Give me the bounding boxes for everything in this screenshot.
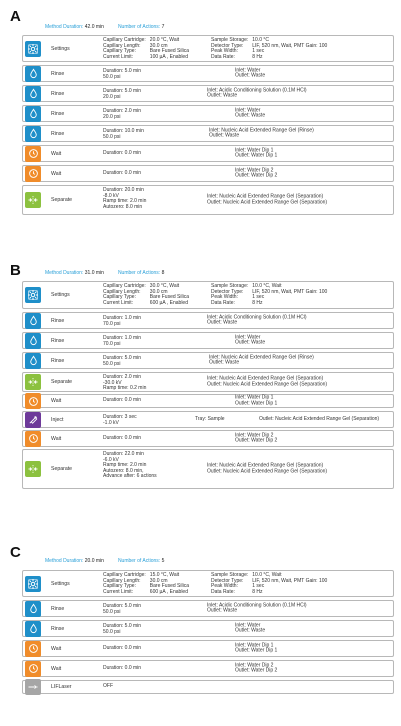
action-row-rinse[interactable] (22, 85, 394, 102)
number-of-actions-label: Number of Actions: (117, 24, 162, 30)
action-params (103, 375, 146, 392)
param-line: Duration: 1.0 min (103, 335, 142, 341)
settings-left-params (103, 38, 189, 60)
clock-icon (25, 393, 41, 409)
inlet-text: Inlet: Water Dip 1 (235, 394, 274, 401)
action-params (103, 151, 141, 157)
param-key: Capillary Length: (103, 288, 141, 295)
drop-icon (25, 621, 41, 637)
param-key: Data Rate: (211, 299, 235, 306)
action-row-wait[interactable] (22, 394, 394, 408)
outlet-text: Outlet: Waste (235, 72, 266, 79)
param-line: Duration: 20.0 min (103, 187, 144, 193)
row-name: Inject (51, 416, 64, 423)
inlet-outlet (235, 433, 277, 444)
action-params (103, 666, 141, 672)
syringe-icon (25, 412, 41, 428)
action-row-separate[interactable] (22, 372, 394, 392)
action-params (103, 109, 141, 120)
row-name: Wait (51, 150, 62, 157)
outlet-text: Outlet: Nucleic Acid Extended Range Gel (Separation) (207, 468, 328, 474)
method-duration-label: Method Duration: (45, 558, 85, 564)
inlet-text: Inlet: Water Dip 1 (235, 146, 274, 153)
row-name: Settings (51, 292, 70, 298)
drop-icon (25, 86, 41, 102)
param-value: 30.0 cm (149, 577, 168, 584)
drop-icon (25, 106, 41, 122)
action-row-rinse[interactable] (22, 352, 394, 369)
param-value: 30.0 °C, Wait (149, 283, 180, 289)
param-value: 600 µA , Enabled (149, 588, 188, 595)
param-line: -8.0 kV (103, 192, 119, 199)
param-key: Peak Width: (211, 583, 238, 590)
param-key: Capillary Length: (103, 577, 141, 584)
param-value: 30.0 cm (149, 288, 168, 295)
settings-left-params (103, 573, 189, 595)
settings-row[interactable] (22, 35, 394, 62)
action-row-rinse[interactable] (22, 332, 394, 349)
action-row-separate[interactable] (22, 185, 394, 215)
param-value: 100 µA , Enabled (149, 53, 188, 60)
outlet-text: Outlet: Water Dip 2 (235, 667, 278, 674)
param-line: 70.0 psi (103, 340, 121, 347)
param-value: Bare Fused Silica (149, 294, 189, 301)
inlet-text: Inlet: Water (235, 621, 261, 628)
param-line: Ramp time: 2.0 min (103, 462, 147, 469)
action-row-wait[interactable] (22, 165, 394, 182)
param-key: Sample Storage: (211, 572, 249, 578)
row-name: Wait (51, 435, 62, 442)
param-value: 10.0 °C, Wait (252, 572, 282, 578)
inlet-text: Inlet: Nucleic Acid Extended Range Gel (Rinse) (209, 126, 314, 133)
settings-row[interactable] (22, 570, 394, 597)
inlet-text: Inlet: Water Dip 1 (235, 641, 274, 648)
param-line: Autozero: 8.0 min (103, 203, 143, 210)
param-line: -1.0 kV (103, 419, 119, 426)
method-summary (45, 270, 178, 276)
param-line: Duration: 0.0 min (103, 397, 142, 404)
param-line: OFF (103, 683, 113, 690)
action-row-rinse[interactable] (22, 65, 394, 82)
drop-icon (25, 333, 41, 349)
method-duration-label: Method Duration: (45, 24, 85, 30)
inlet-text: Inlet: Water Dip 2 (235, 661, 274, 668)
drop-icon (25, 126, 41, 142)
inlet-outlet (207, 463, 327, 474)
action-params (103, 69, 141, 80)
param-key: Peak Width: (211, 294, 238, 301)
param-line: Duration: 3 sec (103, 414, 137, 420)
outlet-text: Outlet: Waste (207, 92, 238, 99)
row-name: Rinse (51, 317, 65, 324)
param-line: Duration: 5.0 min (103, 623, 142, 629)
separate-arrows-icon (25, 461, 41, 477)
param-value: 1 sec (252, 48, 265, 55)
method-summary (45, 24, 178, 30)
action-params (103, 646, 141, 652)
param-key: Sample Storage: (211, 283, 249, 289)
settings-right-params (211, 284, 327, 306)
param-line: 70.0 psi (103, 320, 121, 327)
action-params (103, 356, 141, 367)
param-line: -6.0 kV (103, 456, 119, 463)
action-params (103, 452, 157, 480)
param-value: 600 µA , Enabled (149, 299, 188, 306)
row-name: Wait (51, 398, 62, 404)
outlet-text: Outlet: Water Dip 1 (235, 647, 278, 654)
param-key: Sample Storage: (211, 37, 249, 43)
number-of-actions-label: Number of Actions: (117, 558, 162, 564)
param-line: 50.0 psi (103, 360, 121, 367)
row-name: Rinse (51, 90, 65, 97)
param-key: Capillary Length: (103, 42, 141, 49)
action-row-rinse[interactable] (22, 125, 394, 142)
clock-icon (25, 431, 41, 447)
row-name: Rinse (51, 130, 65, 137)
outlet-text: Outlet: Water Dip 1 (235, 152, 278, 159)
action-row-wait[interactable] (22, 145, 394, 162)
action-params (103, 398, 141, 404)
param-key: Current Limit: (103, 299, 134, 306)
separate-arrows-icon (25, 374, 41, 390)
inlet-outlet (209, 128, 314, 139)
row-name: Settings (51, 45, 70, 52)
param-line: 20.0 psi (103, 93, 121, 100)
row-name: Rinse (51, 625, 65, 632)
outlet-text: Outlet: Waste (209, 359, 240, 366)
outlet-text: Outlet: Waste (209, 132, 240, 139)
inlet-text: Inlet: Water Dip 2 (235, 166, 274, 173)
action-params (103, 436, 141, 442)
inlet-text: Inlet: Acidic Conditioning Solution (0.1M HCl) (207, 601, 307, 608)
gear-icon (25, 576, 41, 592)
outlet-text: Outlet: Waste (207, 319, 238, 326)
inlet-outlet (259, 417, 379, 423)
inlet-text: Inlet: Acidic Conditioning Solution (0.1M HCl) (207, 86, 307, 93)
inlet-outlet (235, 148, 277, 159)
param-key: Detector Type: (211, 42, 244, 49)
panel-label: B (10, 262, 21, 279)
inlet-outlet (235, 623, 265, 634)
outlet-text: Outlet: Water Dip 2 (235, 437, 278, 444)
inlet-text: Inlet: Acidic Conditioning Solution (0.1M HCl) (207, 313, 307, 320)
action-params (103, 188, 146, 210)
param-key: Capillary Cartridge: (103, 572, 146, 578)
outlet-text: Outlet: Waste (235, 112, 266, 119)
method-summary (45, 558, 178, 564)
settings-left-params (103, 284, 189, 306)
method-duration-label: Method Duration: (45, 270, 85, 276)
number-of-actions-label: Number of Actions: (117, 270, 162, 276)
action-row-wait[interactable] (22, 640, 394, 657)
param-key: Capillary Cartridge: (103, 283, 146, 289)
inlet-text: Inlet: Nucleic Acid Extended Range Gel (Separation) (207, 462, 324, 469)
row-name: Rinse (51, 70, 65, 77)
param-value: 10.0 °C (252, 37, 269, 43)
number-of-actions-value: 7 (161, 24, 165, 30)
inlet-outlet (235, 395, 277, 406)
param-line: 50.0 psi (103, 133, 121, 140)
param-key: Current Limit: (103, 588, 134, 595)
param-line: Advance after: 6 actions (103, 473, 157, 480)
action-row-rinse[interactable] (22, 620, 394, 637)
outlet-text: Outlet: Waste (207, 607, 238, 614)
param-value: Bare Fused Silica (149, 583, 189, 590)
param-line: Duration: 0.0 min (103, 169, 142, 176)
inlet-outlet (207, 376, 327, 387)
param-line: Duration: 0.0 min (103, 644, 142, 651)
row-name: Wait (51, 665, 62, 672)
action-params (103, 604, 141, 615)
method-duration-value: 20.0 min (84, 558, 104, 564)
param-line: 20.0 psi (103, 113, 121, 120)
param-value: 8 Hz (252, 299, 263, 306)
param-value: 1 sec (252, 294, 265, 301)
row-name: Separate (51, 379, 73, 385)
action-params (103, 129, 144, 140)
clock-icon (25, 641, 41, 657)
action-params (103, 415, 137, 426)
param-line: Duration: 0.0 min (103, 664, 142, 671)
param-value: Bare Fused Silica (149, 48, 189, 55)
action-params (103, 684, 113, 690)
row-name: Wait (51, 645, 62, 652)
panel-label: C (10, 544, 21, 561)
inlet-text: Inlet: Water (235, 333, 261, 340)
row-name: Separate (51, 197, 73, 203)
row-name: Rinse (51, 357, 65, 364)
inlet-text: Inlet: Water (235, 66, 261, 73)
param-line: Ramp time: 2.0 min (103, 198, 147, 205)
action-row-separate[interactable] (22, 449, 394, 489)
action-row-inject[interactable] (22, 411, 394, 428)
inlet-outlet (209, 355, 314, 366)
param-value: 15.0 °C, Wait (149, 572, 180, 578)
laser-icon (25, 679, 41, 695)
param-line: Duration: 1.0 min (103, 315, 142, 321)
inlet-outlet (207, 315, 307, 326)
row-name: Wait (51, 170, 62, 177)
param-line: 50.0 psi (103, 628, 121, 635)
param-line: Duration: 2.0 min (103, 374, 142, 380)
inlet-outlet (207, 603, 307, 614)
inlet-outlet (207, 88, 307, 99)
param-value: LIF, 520 nm, Wait, PMT Gain: 100 (252, 577, 328, 584)
param-value: 8 Hz (252, 588, 263, 595)
param-line: Duration: 5.0 min (103, 603, 142, 609)
action-params (103, 624, 141, 635)
action-row-wait[interactable] (22, 430, 394, 447)
inlet-outlet (235, 335, 265, 346)
outlet-text: Outlet: Nucleic Acid Extended Range Gel (Separation) (207, 199, 328, 205)
param-value: 10.0 °C, Wait (252, 283, 282, 289)
outlet-text: Outlet: Waste (235, 627, 266, 634)
action-row-wait[interactable] (22, 660, 394, 677)
row-name: Rinse (51, 110, 65, 117)
drop-icon (25, 601, 41, 617)
param-line: Duration: 5.0 min (103, 355, 142, 361)
drop-icon (25, 353, 41, 369)
panel-b (0, 262, 401, 491)
panel-a (0, 8, 401, 217)
action-params (103, 89, 141, 100)
row-name: Rinse (51, 605, 65, 612)
param-line: Duration: 22.0 min (103, 451, 144, 457)
inlet-text: Inlet: Nucleic Acid Extended Range Gel (Separation) (207, 193, 324, 200)
inlet-outlet (235, 643, 277, 654)
settings-row[interactable] (22, 281, 394, 309)
row-name: LIFLaser (51, 684, 72, 690)
tray-label: Tray: Sample (195, 415, 225, 422)
param-line: Duration: 5.0 min (103, 68, 142, 74)
param-line: Duration: 0.0 min (103, 149, 142, 156)
action-row-rinse[interactable] (22, 600, 394, 617)
param-line: Duration: 5.0 min (103, 88, 142, 94)
clock-icon (25, 146, 41, 162)
param-value: 20.0 °C, Wait (149, 37, 180, 43)
panel-label: A (10, 8, 21, 25)
clock-icon (25, 661, 41, 677)
settings-right-params (211, 573, 327, 595)
row-name: Settings (51, 580, 70, 587)
row-name: Separate (51, 466, 73, 472)
inlet-text: Inlet: Water Dip 2 (235, 431, 274, 438)
outlet-text: Outlet: Water Dip 2 (235, 172, 278, 179)
inlet-outlet (235, 68, 265, 79)
settings-right-params (211, 38, 327, 60)
outlet-text: Outlet: Water Dip 1 (235, 400, 278, 406)
param-key: Detector Type: (211, 577, 244, 584)
param-line: -30.0 kV (103, 379, 122, 386)
param-line: Duration: 10.0 min (103, 128, 144, 134)
inlet-text: Inlet: Nucleic Acid Extended Range Gel (Separation) (207, 375, 324, 382)
action-params (103, 316, 141, 327)
inlet-text: Inlet: Nucleic Acid Extended Range Gel (Rinse) (209, 353, 314, 360)
param-line: Ramp time: 0.2 min (103, 385, 147, 392)
param-key: Peak Width: (211, 48, 238, 55)
outlet-text: Outlet: Waste (235, 339, 266, 346)
row-name: Rinse (51, 337, 65, 344)
inlet-outlet (207, 194, 327, 205)
method-duration-value: 42.0 min (84, 24, 104, 30)
inlet-outlet (235, 168, 277, 179)
inlet-outlet (235, 108, 265, 119)
param-value: LIF, 520 nm, Wait, PMT Gain: 100 (252, 288, 328, 295)
param-line: 50.0 psi (103, 73, 121, 80)
outlet-text: Outlet: Nucleic Acid Extended Range Gel (Separation) (207, 381, 328, 387)
param-value: LIF, 520 nm, Wait, PMT Gain: 100 (252, 42, 328, 49)
action-row-rinse[interactable] (22, 105, 394, 122)
param-key: Capillary Type: (103, 294, 136, 301)
outlet-text: Outlet: Nucleic Acid Extended Range Gel (Separation) (259, 415, 380, 422)
inlet-text: Inlet: Water (235, 106, 261, 113)
param-value: 30.0 cm (149, 42, 168, 49)
param-line: Duration: 2.0 min (103, 108, 142, 114)
param-key: Capillary Type: (103, 48, 136, 55)
inlet-outlet (235, 663, 277, 674)
param-key: Capillary Cartridge: (103, 37, 146, 43)
param-line: Autozero: 8.0 min, (103, 467, 144, 474)
action-row-rinse[interactable] (22, 312, 394, 329)
gear-icon (25, 41, 41, 57)
param-key: Data Rate: (211, 53, 235, 60)
panel-c (0, 544, 401, 696)
action-params (103, 171, 141, 177)
param-value: 8 Hz (252, 53, 263, 60)
action-row-laser[interactable] (22, 680, 394, 694)
clock-icon (25, 166, 41, 182)
param-key: Data Rate: (211, 588, 235, 595)
gear-icon (25, 287, 41, 303)
param-line: 50.0 psi (103, 608, 121, 615)
param-key: Current Limit: (103, 53, 134, 60)
param-line: Duration: 0.0 min (103, 434, 142, 441)
number-of-actions-value: 5 (161, 558, 165, 564)
number-of-actions-value: 8 (161, 270, 165, 276)
param-value: 1 sec (252, 583, 265, 590)
separate-arrows-icon (25, 192, 41, 208)
action-params (103, 336, 141, 347)
drop-icon (25, 66, 41, 82)
param-key: Capillary Type: (103, 583, 136, 590)
drop-icon (25, 313, 41, 329)
method-duration-value: 31.0 min (84, 270, 104, 276)
param-key: Detector Type: (211, 288, 244, 295)
